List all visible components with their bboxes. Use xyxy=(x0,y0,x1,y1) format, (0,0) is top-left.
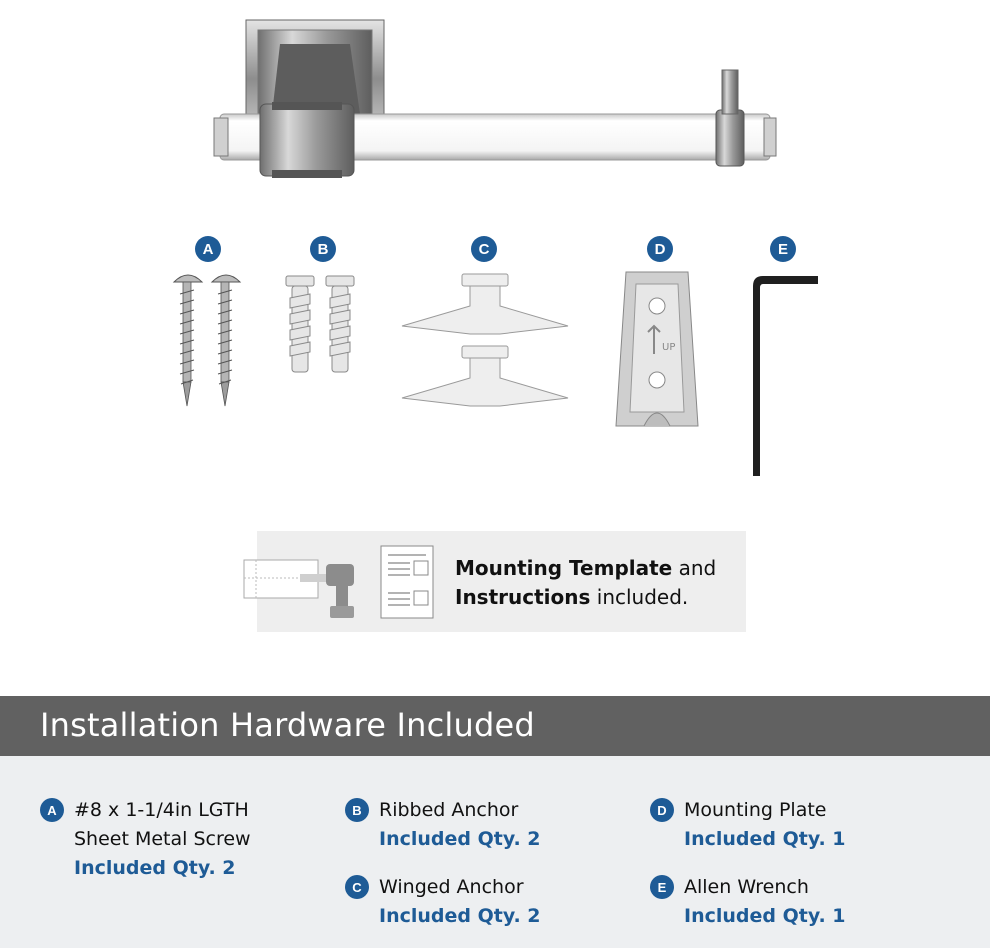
drill-template-icon xyxy=(242,546,368,624)
part-b-badge: B xyxy=(310,236,336,262)
template-text-2: included. xyxy=(590,585,689,609)
part-d-badge: D xyxy=(647,236,673,262)
instructions-document-icon xyxy=(380,545,434,623)
item-b-badge: B xyxy=(345,798,369,822)
item-c-qty: Included Qty. 2 xyxy=(379,905,541,927)
item-a-qty: Included Qty. 2 xyxy=(74,857,236,879)
mounting-plate-icon xyxy=(614,270,700,434)
item-c-badge: C xyxy=(345,875,369,899)
item-d-name: Mounting Plate xyxy=(684,799,827,821)
part-c-badge: C xyxy=(471,236,497,262)
list-item-d xyxy=(657,796,846,854)
product-image xyxy=(210,14,780,184)
part-e-badge: E xyxy=(770,236,796,262)
item-d-badge: D xyxy=(650,798,674,822)
item-b-name: Ribbed Anchor xyxy=(379,799,519,821)
item-b-qty: Included Qty. 2 xyxy=(379,828,541,850)
item-e-qty: Included Qty. 1 xyxy=(684,905,846,927)
winged-anchor-icon xyxy=(400,272,570,412)
section-title: Installation Hardware Included xyxy=(40,706,535,744)
item-a-badge: A xyxy=(40,798,64,822)
item-a-name-line2: Sheet Metal Screw xyxy=(74,828,251,850)
item-e-badge: E xyxy=(650,875,674,899)
list-item-b xyxy=(352,796,541,854)
item-d-qty: Included Qty. 1 xyxy=(684,828,846,850)
allen-wrench-icon xyxy=(748,272,820,482)
template-bold-1: Mounting Template xyxy=(455,556,673,580)
plate-up-text: UP xyxy=(662,342,676,353)
screw-icon xyxy=(168,272,248,412)
list-item-a xyxy=(47,796,251,883)
list-item-c xyxy=(352,873,541,931)
part-a-badge: A xyxy=(195,236,221,262)
template-text xyxy=(455,554,716,612)
item-a-name-line1: #8 x 1-1/4in LGTH xyxy=(74,799,249,821)
item-c-name: Winged Anchor xyxy=(379,876,524,898)
template-text-1: and xyxy=(672,556,717,580)
list-item-e xyxy=(657,873,846,931)
template-bold-2: Instructions xyxy=(455,585,591,609)
item-e-name: Allen Wrench xyxy=(684,876,809,898)
ribbed-anchor-icon xyxy=(282,272,362,380)
